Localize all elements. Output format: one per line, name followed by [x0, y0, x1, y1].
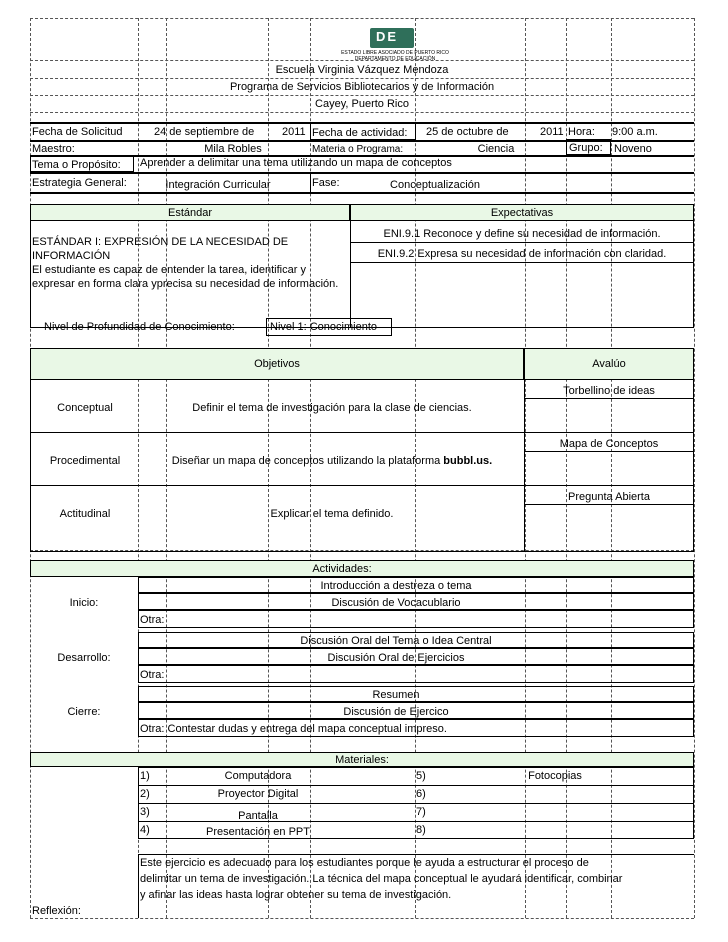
reflexion-label: Reflexión:	[32, 905, 81, 917]
desarrollo-label: Desarrollo:	[57, 652, 111, 664]
material-item-3: Pantalla	[238, 810, 278, 822]
fase-value: Conceptualización	[390, 179, 480, 191]
inicio-label: Inicio:	[69, 597, 99, 609]
desarrollo-item-1: Discusión Oral del Tema o Idea Central	[300, 635, 492, 647]
objetivo-procedimental-text: Diseñar un mapa de conceptos utilizando la plataforma bubbl.us.	[171, 455, 493, 467]
logo-line-2: DEPARTAMENTO DE EDUCACIÓN	[354, 56, 436, 62]
tema-label: Tema o Propósito:	[32, 159, 121, 171]
reflexion-line-2: delimitar un tema de investigación. La técnica del mapa conceptual le ayudará identificar, combinar	[140, 873, 623, 885]
expectativas-header: Expectativas	[490, 207, 554, 219]
inicio-item-2: Discusión de Vocacublario	[331, 597, 461, 609]
objetivos-header: Objetivos	[254, 358, 300, 370]
grupo-value: Noveno	[614, 143, 652, 155]
estrategia-value: Integración Curricular	[165, 179, 271, 191]
objetivo-conceptual-label: Conceptual	[57, 402, 113, 414]
reflexion-line-3: y afinar las ideas hasta lograr obtener su tema de investigación.	[140, 889, 452, 901]
material-item-1: Computadora	[224, 770, 292, 782]
estrategia-label: Estrategia General:	[32, 177, 127, 189]
fase-label: Fase:	[312, 177, 340, 189]
hora-label: Hora:	[568, 126, 595, 138]
grupo-label: Grupo:	[569, 142, 603, 154]
fecha-actividad-value: 25 de octubre de	[426, 126, 509, 138]
material-num-7: 7)	[416, 806, 426, 818]
objetivo-conceptual-text: Definir el tema de investigación para la clase de ciencias.	[192, 402, 472, 414]
materiales-header: Materiales:	[335, 754, 389, 766]
fecha-solicitud-year: 2011	[282, 126, 306, 138]
estandar-title-1: ESTÁNDAR I: EXPRESIÓN DE LA NECESIDAD DE	[32, 236, 289, 248]
objetivo-procedimental-label: Procedimental	[49, 455, 121, 467]
material-num-4: 4)	[140, 824, 150, 836]
reflexion-line-1: Este ejercicio es adecuado para los estudiantes porque le ayuda a estructurar el proceso de	[140, 857, 589, 869]
material-item-5: Fotocopias	[528, 770, 582, 782]
objetivo-actitudinal-text: Explicar el tema definido.	[270, 508, 394, 520]
material-item-2: Proyector Digital	[217, 788, 299, 800]
expectativa-item-1: ENI.9.1 Reconoce y define su necesidad de información.	[383, 228, 661, 240]
cierre-item-1: Resumen	[372, 689, 420, 701]
estandar-title-2: INFORMACIÓN	[32, 250, 111, 262]
materia-value: Ciencia	[477, 143, 515, 155]
maestro-value: Mila Robles	[204, 143, 262, 155]
material-num-5: 5)	[416, 770, 426, 782]
city-name: Cayey, Puerto Rico	[315, 98, 409, 110]
department-logo	[330, 28, 460, 64]
logo-line-1: ESTADO LIBRE ASOCIADO DE PUERTO RICO	[341, 50, 449, 56]
material-num-2: 2)	[140, 788, 150, 800]
fecha-actividad-year: 2011	[540, 126, 564, 138]
inicio-otra: Otra:	[140, 614, 165, 626]
objetivo-actitudinal-label: Actitudinal	[59, 508, 111, 520]
school-name: Escuela Virginia Vázquez Mendoza	[275, 64, 449, 76]
desarrollo-item-2: Discusión Oral de Ejercicios	[327, 652, 465, 664]
profundidad-label: Nivel de Profundidad de Conocimiento:	[44, 321, 235, 333]
cierre-label: Cierre:	[67, 706, 101, 718]
logo-mark: DE	[370, 28, 414, 48]
tema-value: Aprender a delimitar una tema utilizando un mapa de conceptos	[140, 157, 452, 169]
avaluo-actitudinal: Pregunta Abierta	[568, 491, 650, 503]
lesson-plan-sheet	[30, 18, 694, 918]
fecha-solicitud-label: Fecha de Solicitud	[32, 126, 123, 138]
expectativa-item-2: ENI.9.2 Expresa su necesidad de información con claridad.	[377, 248, 667, 260]
inicio-item-1: Introducción a destreza o tema	[320, 580, 472, 592]
material-num-8: 8)	[416, 824, 426, 836]
material-num-3: 3)	[140, 806, 150, 818]
material-num-6: 6)	[416, 788, 426, 800]
hora-value: 9:00 a.m.	[612, 126, 658, 138]
materia-label: Materia o Programa:	[312, 144, 404, 155]
actividades-header: Actividades:	[312, 563, 372, 575]
avaluo-procedimental: Mapa de Conceptos	[559, 438, 659, 450]
material-item-4: Presentación en PPT	[206, 826, 310, 838]
profundidad-value: Nivel 1: Conocimiento	[270, 321, 377, 333]
fecha-solicitud-value: 24 de septiembre de	[154, 126, 255, 138]
cierre-item-2: Discusión de Ejercico	[343, 706, 449, 718]
estandar-body: El estudiante es capaz de entender la tarea, identificar y expresar en forma clara yprecisa su necesidad de información.	[32, 264, 339, 290]
estandar-header: Estándar	[167, 207, 213, 219]
avaluo-conceptual: Torbellino de ideas	[563, 385, 655, 397]
avaluo-header: Avalúo	[592, 358, 626, 370]
cierre-otra: Otra: Contestar dudas y entrega del mapa conceptual impreso.	[140, 723, 447, 735]
maestro-label: Maestro:	[32, 143, 75, 155]
fecha-actividad-label: Fecha de actividad:	[312, 127, 408, 139]
program-name: Programa de Servicios Bibliotecarios y de Información	[229, 81, 495, 93]
material-num-1: 1)	[140, 770, 150, 782]
desarrollo-otra: Otra:	[140, 669, 165, 681]
